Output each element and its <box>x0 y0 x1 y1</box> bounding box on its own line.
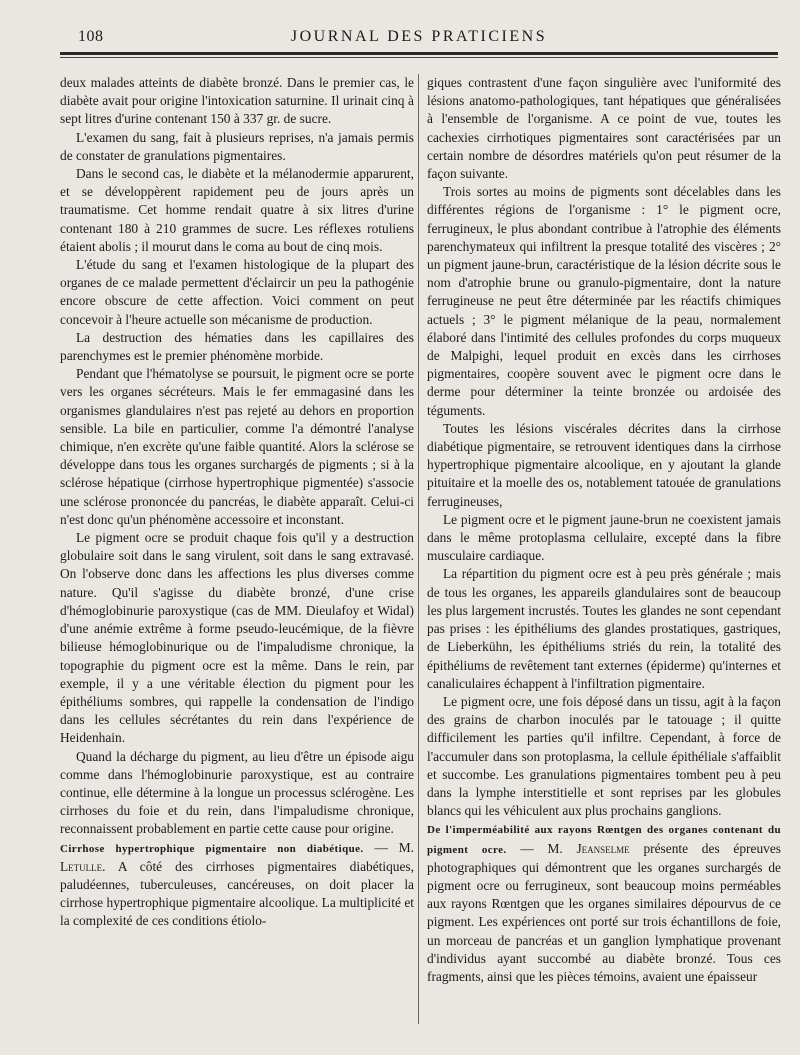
page-number: 108 <box>78 28 104 45</box>
right-column <box>427 74 781 986</box>
paragraph: deux malades atteints de diabète bronzé. Dans le premier cas, le diabète avait pour origine l'intoxication saturnine. Il urinait cinq à sept litres d'urine contenant 150 à 337 gr. de sucre. <box>60 75 414 127</box>
left-column <box>60 74 414 931</box>
paragraph: La destruction des hématies dans les capillaires des parenchymes est le premier phénomène morbide. <box>60 329 414 364</box>
paragraph: Le pigment ocre, une fois déposé dans un tissu, agit à la façon des grains de charbon inoculés par le tatouage ; il quitte difficilement les parties qu'il infiltre. Cependant, à force de l'accumuler dans son protoplasma, la cellule épithéliale s'affaiblit et succombe. Les granulations pigmentaires tombent peu à peu dans la lymphe interstitielle et sont reprises par les globules blancs qui les véhiculent aux plus prochains ganglions. <box>427 693 781 819</box>
header-rule <box>60 57 778 58</box>
paragraph: Toutes les lésions viscérales décrites dans la cirrhose diabétique pigmentaire, se retrouvent identiques dans la cirrhose hypertrophique pigmentaire alcoolique, en y ajoutant la glande pituitaire et la moelle des os, notablement tatouée de granulations ferrugineuses, <box>427 420 781 509</box>
section-dash: — M. <box>506 840 577 856</box>
paragraph: giques contrastent d'une façon singulière avec l'uniformité des lésions anatomo-pathologiques, tant hépatiques que généralisées à l'ensemble de l'organisme. A ce point de vue, toutes les cachexies cirrhotiques pigmentaires sont caractérisées par un certain nombre de désordres matériels qu'on peut résumer de la façon suivante. <box>427 75 781 182</box>
column-divider <box>418 74 419 1024</box>
section-author: Letulle <box>60 858 103 874</box>
section-text: . A côté des cirrhoses pigmentaires diabétiques, paludéennes, tuberculeuses, cancéreuses, on doit placer la cirrhose hypertrophique pigmentaire alcoolique. La multiplicité et la complexité de ces conditions étiolo- <box>60 858 414 929</box>
section-dash: — M. <box>363 839 414 855</box>
paragraph: Pendant que l'hématolyse se poursuit, le pigment ocre se porte vers les organes sécréteurs. Mais le fer emmagasiné dans les organismes glandulaires n'est pas rejeté au dehors en proportion sensible. La bile en particulier, comme l'a démontré l'analyse chimique, n'en excrète qu'une faible quantité. Alors la sclérose se développe dans tous les organes surchargés de pigments ; si à la sclérose hépatique (cirrhose hypertrophique pigmentée) s'associe une sclérose prononcée du pancréas, le diabète apparaît. Celui-ci n'est donc qu'un phénomène accessoire et inconstant. <box>60 366 414 527</box>
paragraph: L'étude du sang et l'examen histologique de la plupart des organes de ce malade permettent d'éclaircir un peu la pathogénie encore obscure de cette affection. Voici comment on peut concevoir à l'heure actuelle son mécanisme de production. <box>60 257 414 327</box>
running-title: JOURNAL DES PRATICIENS <box>290 28 548 45</box>
page-header <box>60 22 778 55</box>
section-text: présente des épreuves photographiques qui démontrent que les organes surchargés de pigment ocre ou ferrugineux, sont beaucoup moins perméables aux rayons Rœntgen que les organes similaires dépourvus de ce pigment. Les expériences ont porté sur trois échantillons de foie, un morceau de pancréas et un ganglion lymphatique provenant d'individus ayant succombé au diabète bronzé. Tous ces fragments, ainsi que les pièces témoins, avaient une épaisseur <box>427 840 781 984</box>
paragraph: Quand la décharge du pigment, au lieu d'être un épisode aigu comme dans l'hémoglobinurie paroxystique, est au contraire continue, elle détermine à la longue un processus sclérogène. Les cirrhoses du foie et du rein, dans l'impaludisme chronique, reconnaissent probablement en partie cette cause pour origine. <box>60 748 414 837</box>
paragraph: La répartition du pigment ocre est à peu près générale ; mais de tous les organes, les appareils glandulaires sont de beaucoup les plus largement incrustés. Toutes les glandes ne sont cependant pas prises : les épithéliums des glandes prostatiques, gastriques, de Lieberkühn, les épithéliums striés du rein, la totalité des épithéliums de revêtement tant externes (épiderme) qu'internes et canaliculaires échappent à l'infiltration pigmentaire. <box>427 566 781 691</box>
section-paragraph <box>60 839 414 931</box>
paragraph: Le pigment ocre se produit chaque fois qu'il y a destruction globulaire soit dans le sang virulent, soit dans le sang extravasé. On l'observe donc dans les affections les plus diverses comme nature. Qu'il s'agisse du diabète bronzé, d'une crise d'hémoglobinurie paroxystique (cas de MM. Dieulafoy et Widal) d'une anémie extrême à forme pseudo-leucémique, de la fièvre bilieuse hémoglobinurique ou de l'impaludisme chronique, la topographie du pigment ocre est la même. Dans le rein, par exemple, il y a une véritable élection du pigment pour les épithéliums sombres, qui rappelle la condensation de l'indigo dans les cellules sécrétantes du rein dans l'expérience de Heidenhain. <box>60 530 414 746</box>
paragraph: L'examen du sang, fait à plusieurs reprises, n'a jamais permis de constater de granulations pigmentaires. <box>60 129 414 163</box>
section-heading: Cirrhose hypertrophique pigmentaire non diabétique. <box>60 842 364 855</box>
paragraph: Trois sortes au moins de pigments sont décelables dans les différentes régions de l'organisme : 1° le pigment ocre, ferrugineux, le plus abondant contribue à l'atrophie des éléments parenchymateux qui infiltrent la presque totalité des viscères ; 2° un pigment jaune-brun, caractéristique de la lésion décrite sous le nom d'atrophie brune ou granulo-pigmentaire, dont la nature ferrugineuse ne peut être déterminée par les réactifs chimiques actuels ; 3° le pigment mélanique de la peau, normalement élaboré dans l'intimité des cellules profondes du corps muqueux de Malpighi, lequel produit en excès dans les cirrhoses pigmentaires, coopère souvent avec le pigment ocre dans le derme pour déterminer la teinte bronzée ou ardoisée des téguments. <box>427 184 781 418</box>
paragraph: Le pigment ocre et le pigment jaune-brun ne coexistent jamais dans le même protoplasma cellulaire, excepté dans la fibre musculaire cardiaque. <box>427 511 781 564</box>
section-heading: De l'imperméabilité aux rayons Rœntgen des organes contenant du pigment ocre. <box>427 824 781 856</box>
section-paragraph <box>427 820 781 986</box>
section-author: Jeanselme <box>576 840 630 856</box>
paragraph: Dans le second cas, le diabète et la mélanodermie apparurent, et se développèrent rapidement peu de jours après un traumatisme. Cet homme rendait quatre à six litres d'urine contenant 180 à 210 grammes de sucre. Les réflexes rotuliens étaient abolis ; il mourut dans le coma au bout de cinq mois. <box>60 166 414 254</box>
